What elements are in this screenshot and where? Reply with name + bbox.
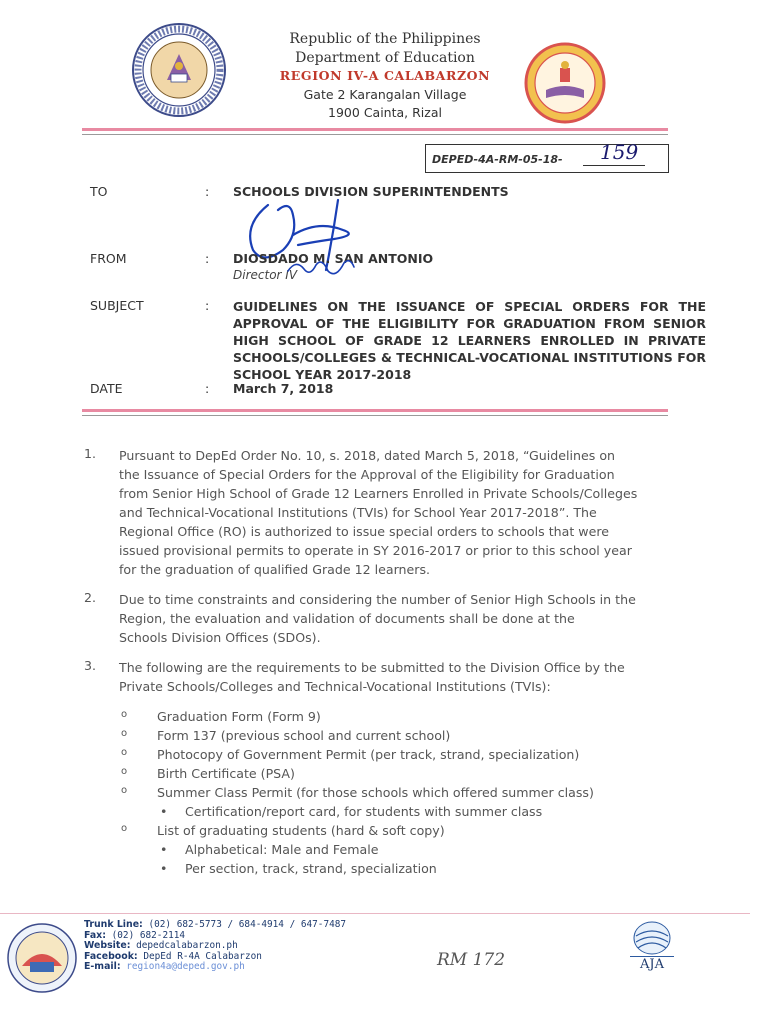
date-colon: : [205, 381, 210, 396]
paragraph-1 [119, 446, 668, 579]
list-item-text: Certification/report card, for students with summer class [185, 804, 543, 819]
paragraph-3-line: Private Schools/Colleges and Technical-Vocational Institutions (TVIs): [119, 679, 551, 694]
paragraph-2-number: 2. [84, 590, 97, 605]
memo-number-box [425, 140, 669, 173]
header-department: Department of Education [295, 50, 475, 66]
paragraph-1-number: 1. [84, 446, 97, 461]
memo-number-prefix: DEPED-4A-RM-05-18- [432, 153, 563, 166]
footer-email-value: region4a@deped.gov.ph [126, 961, 245, 973]
memo-number-handwritten: 159 [600, 140, 639, 164]
subject-colon: : [205, 298, 210, 313]
footer-trunk-label: Trunk Line: [84, 919, 143, 930]
hollow-bullet-icon: o [121, 747, 128, 758]
to-value: SCHOOLS DIVISION SUPERINTENDENTS [233, 184, 509, 199]
handwritten-note: RM 172 [437, 950, 506, 970]
from-label: FROM [90, 251, 127, 266]
to-label: TO [90, 184, 108, 199]
footer-website-value: depedcalabarzon.ph [136, 940, 238, 952]
paragraph-1-line: for the graduation of qualified Grade 12 learners. [119, 562, 431, 577]
header-rule-pink [82, 128, 668, 131]
list-item-text: List of graduating students (hard & soft copy) [157, 823, 445, 838]
filled-bullet-icon: • [160, 842, 168, 857]
aja-label: AJA [630, 956, 674, 972]
list-item-text: Form 137 (previous school and current school) [157, 728, 451, 743]
paragraph-1-line: issued provisional permits to operate in SY 2016-2017 or prior to this school year [119, 543, 632, 558]
initial-mark [286, 253, 356, 281]
footer-fax-value: (02) 682-2114 [111, 929, 186, 941]
hollow-bullet-icon: o [121, 709, 128, 720]
paragraph-2 [119, 590, 668, 647]
list-item-text: Birth Certificate (PSA) [157, 766, 295, 781]
from-colon: : [205, 251, 210, 266]
footer-fax-label: Fax: [84, 929, 106, 941]
paragraph-3 [119, 658, 668, 696]
list-item-text: Alphabetical: Male and Female [185, 842, 379, 857]
list-item-text: Photocopy of Government Permit (per track, strand, specialization) [157, 747, 580, 762]
date-value: March 7, 2018 [233, 381, 334, 396]
header-address-1: Gate 2 Karangalan Village [303, 87, 467, 102]
fields-rule-grey [82, 415, 668, 416]
paragraph-2-line: Region, the evaluation and validation of documents shall be done at the [119, 611, 575, 626]
footer-email-label: E-mail: [84, 961, 121, 973]
paragraph-3-line: The following are the requirements to be submitted to the Division Office by the [119, 660, 625, 675]
hollow-bullet-icon: o [121, 728, 128, 739]
filled-bullet-icon: • [160, 861, 168, 876]
to-colon: : [205, 184, 210, 199]
paragraph-1-line: Pursuant to DepEd Order No. 10, s. 2018, dated March 5, 2018, “Guidelines on [119, 448, 616, 463]
hollow-bullet-icon: o [121, 823, 128, 834]
footer-website-label: Website: [84, 940, 131, 952]
memo-number-underline [583, 165, 645, 166]
aja-badge [630, 918, 674, 978]
header-region: REGION IV-A CALABARZON [279, 68, 491, 83]
subject-value: GUIDELINES ON THE ISSUANCE OF SPECIAL ORDERS FOR THE APPROVAL OF THE ELIGIBILITY FOR GRADUATION FROM SENIOR HIGH SCHOOL OF GRADE 12 LEARNERS ENROLLED IN PRIVATE SCHOOLS/COLLEGES & TECHNICAL-VOCATIONAL INSTITUTIONS FOR SCHOOL YEAR 2017-2018 [233, 299, 706, 382]
list-item-text: Graduation Form (Form 9) [157, 709, 321, 724]
subject-label: SUBJECT [90, 298, 144, 313]
header-address-2: 1900 Cainta, Rizal [328, 105, 442, 120]
fields-rule-pink [82, 409, 668, 412]
footer-trunk-value: (02) 682-5773 / 684-4914 / 647-7487 [148, 919, 347, 930]
footer-email [84, 962, 346, 973]
paragraph-1-line: from Senior High School of Grade 12 Learners Enrolled in Private Schools/Colleges [119, 486, 638, 501]
footer-facebook-label: Facebook: [84, 950, 138, 962]
paragraph-1-line: the Issuance of Special Orders for the Approval of the Eligibility for Graduation [119, 467, 615, 482]
filled-bullet-icon: • [160, 804, 168, 819]
date-label: DATE [90, 381, 123, 396]
header-rule-grey [82, 134, 668, 135]
paragraph-1-line: and Technical-Vocational Institutions (TVIs) for School Year 2017-2018”. The [119, 505, 597, 520]
footer-seal [6, 922, 78, 994]
header-republic: Republic of the Philippines [289, 31, 481, 47]
paragraph-2-line: Due to time constraints and considering the number of Senior High Schools in the [119, 592, 636, 607]
paragraph-2-line: Schools Division Offices (SDOs). [119, 630, 321, 645]
list-item-text: Summer Class Permit (for those schools which offered summer class) [157, 785, 594, 800]
from-title: Director IV [233, 268, 298, 282]
footer-facebook-value: DepEd R-4A Calabarzon [143, 950, 262, 962]
paragraph-3-number: 3. [84, 658, 97, 673]
list-item-text: Per section, track, strand, specialization [185, 861, 437, 876]
hollow-bullet-icon: o [121, 785, 128, 796]
hollow-bullet-icon: o [121, 766, 128, 777]
paragraph-1-line: Regional Office (RO) is authorized to issue special orders to schools that were [119, 524, 609, 539]
from-value: DIOSDADO M. SAN ANTONIO [233, 251, 434, 266]
footer-rule [0, 913, 750, 914]
footer-contacts [84, 920, 346, 973]
